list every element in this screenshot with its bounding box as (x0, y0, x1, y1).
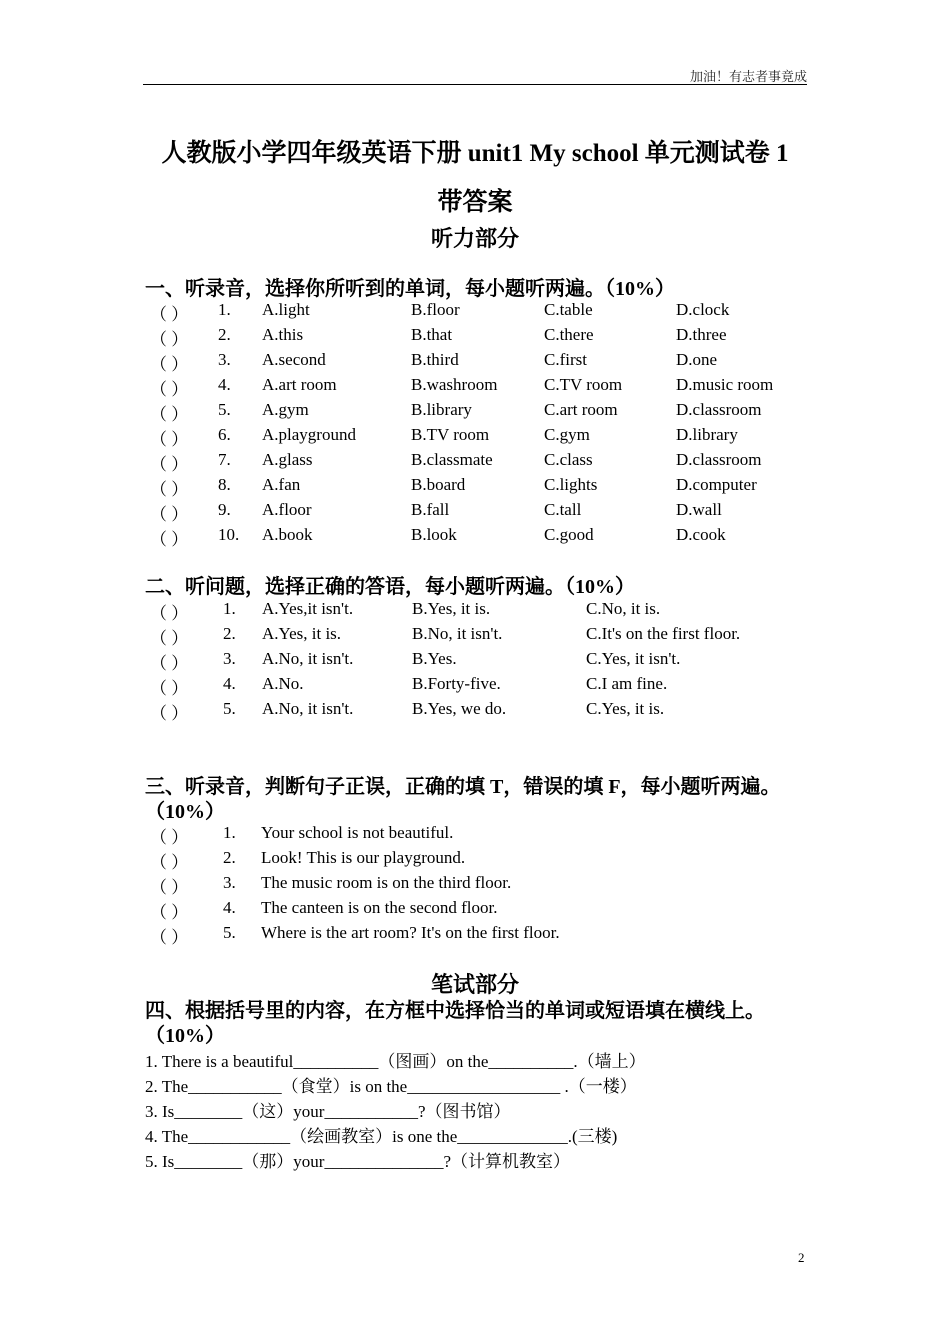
option-c: C.I am fine. (586, 674, 668, 693)
option-d: D.clock (676, 300, 730, 319)
section2-heading: 二、听问题，选择正确的答语，每小题听两遍。（10%） (145, 576, 635, 598)
option-b: B.TV room (411, 425, 490, 444)
option-d: D.classroom (676, 400, 762, 419)
section3-question-row (0, 848, 950, 873)
option-d: D.one (676, 350, 718, 369)
question-number: 1. (223, 599, 236, 618)
answer-bracket: （ ） (150, 355, 189, 374)
question-number: 7. (218, 450, 231, 469)
option-b: B.Yes, we do. (412, 699, 507, 718)
option-a: A.this (262, 325, 304, 344)
option-a: A.No. (262, 674, 304, 693)
option-b: B.board (411, 475, 466, 494)
answer-bracket: （ ） (150, 629, 189, 648)
section1-question-row (0, 525, 950, 550)
option-b: B.third (411, 350, 459, 369)
answer-bracket: （ ） (150, 679, 189, 698)
fill-in-sentence: 3. Is________（这）your___________?（图书馆） (145, 1102, 511, 1121)
writing-part-label: 笔试部分 (430, 972, 519, 997)
statement-text: Look! This is our playground. (261, 848, 466, 867)
answer-bracket: （ ） (150, 853, 189, 872)
fill-in-sentence: 5. Is________（那）your______________?（计算机教室） (145, 1152, 570, 1171)
statement-text: The music room is on the third floor. (261, 873, 512, 892)
answer-bracket: （ ） (150, 380, 189, 399)
question-number: 4. (223, 898, 236, 917)
option-c: C.table (544, 300, 593, 319)
section3-question-row (0, 823, 950, 848)
option-a: A.art room (262, 375, 337, 394)
option-c: C.there (544, 325, 594, 344)
answer-bracket: （ ） (150, 903, 189, 922)
option-b: B.No, it isn't. (412, 624, 503, 643)
section2-question-row (0, 649, 950, 674)
option-b: B.Yes. (412, 649, 457, 668)
option-d: D.computer (676, 475, 757, 494)
answer-bracket: （ ） (150, 455, 189, 474)
answer-bracket: （ ） (150, 828, 189, 847)
answer-bracket: （ ） (150, 405, 189, 424)
option-b: B.floor (411, 300, 460, 319)
question-number: 3. (223, 873, 236, 892)
question-number: 4. (223, 674, 236, 693)
option-d: D.wall (676, 500, 722, 519)
option-a: A.floor (262, 500, 312, 519)
section1-question-row (0, 350, 950, 375)
question-number: 3. (223, 649, 236, 668)
question-number: 9. (218, 500, 231, 519)
section3-heading: 三、听录音，判断句子正误，正确的填 T，错误的填 F，每小题听两遍。 (145, 776, 781, 798)
fill-in-sentence: 4. The____________（绘画教室）is one the_____________.(三楼) (145, 1127, 618, 1146)
option-d: D.classroom (676, 450, 762, 469)
option-c: C.art room (544, 400, 618, 419)
document-subtitle: 带答案 (437, 189, 513, 216)
page-number: 2 (798, 1250, 805, 1265)
answer-bracket: （ ） (150, 878, 189, 897)
section2-question-row (0, 599, 950, 624)
option-c: C.lights (544, 475, 598, 494)
option-c: C.It's on the first floor. (586, 624, 741, 643)
option-b: B.fall (411, 500, 450, 519)
option-b: B.Yes, it is. (412, 599, 491, 618)
option-b: B.washroom (411, 375, 498, 394)
question-number: 2. (223, 848, 236, 867)
section3-question-row (0, 873, 950, 898)
option-d: D.music room (676, 375, 774, 394)
statement-text: The canteen is on the second floor. (261, 898, 498, 917)
option-a: A.playground (262, 425, 356, 444)
fill-in-sentence: 1. There is a beautiful__________（图画）on the__________.（墙上） (145, 1052, 646, 1071)
option-b: B.look (411, 525, 457, 544)
option-a: A.light (262, 300, 310, 319)
question-number: 10. (218, 525, 240, 544)
answer-bracket: （ ） (150, 505, 189, 524)
option-c: C.first (544, 350, 587, 369)
question-number: 5. (218, 400, 231, 419)
option-b: B.that (411, 325, 453, 344)
question-number: 4. (218, 375, 231, 394)
section4-heading: 四、根据括号里的内容，在方框中选择恰当的单词或短语填在横线上。 (145, 1000, 765, 1022)
section4-heading-score: （10%） (145, 1025, 225, 1047)
question-number: 2. (223, 624, 236, 643)
section2-question-row (0, 674, 950, 699)
answer-bracket: （ ） (150, 480, 189, 499)
option-a: A.glass (262, 450, 313, 469)
section1-question-row (0, 475, 950, 500)
question-number: 5. (223, 923, 236, 942)
option-b: B.library (411, 400, 472, 419)
option-c: C.No, it is. (586, 599, 661, 618)
option-d: D.cook (676, 525, 726, 544)
question-number: 6. (218, 425, 231, 444)
option-d: D.three (676, 325, 727, 344)
statement-text: Your school is not beautiful. (261, 823, 454, 842)
section1-question-row (0, 400, 950, 425)
section1-question-row (0, 500, 950, 525)
question-number: 1. (218, 300, 231, 319)
option-c: C.Yes, it isn't. (586, 649, 681, 668)
answer-bracket: （ ） (150, 430, 189, 449)
question-number: 8. (218, 475, 231, 494)
question-number: 1. (223, 823, 236, 842)
option-c: C.tall (544, 500, 582, 519)
option-a: A.Yes, it is. (262, 624, 342, 643)
option-a: A.gym (262, 400, 309, 419)
section3-question-row (0, 923, 950, 948)
fill-in-sentence: 2. The___________（食堂）is on the__________________ .（一楼） (145, 1077, 637, 1096)
option-a: A.No, it isn't. (262, 649, 354, 668)
option-a: A.No, it isn't. (262, 699, 354, 718)
header-motto: 加油！有志者事竟成 (689, 69, 807, 84)
question-number: 3. (218, 350, 231, 369)
section2-question-row (0, 699, 950, 724)
question-number: 5. (223, 699, 236, 718)
section3-question-row (0, 898, 950, 923)
option-a: A.Yes,it isn't. (262, 599, 354, 618)
option-a: A.second (262, 350, 326, 369)
section1-heading: 一、听录音，选择你所听到的单词，每小题听两遍。（10%） (145, 278, 675, 300)
statement-text: Where is the art room? It's on the first floor. (261, 923, 560, 942)
answer-bracket: （ ） (150, 928, 189, 947)
answer-bracket: （ ） (150, 330, 189, 349)
option-a: A.book (262, 525, 313, 544)
option-d: D.library (676, 425, 738, 444)
header-rule (143, 84, 807, 85)
section1-question-row (0, 325, 950, 350)
option-a: A.fan (262, 475, 301, 494)
section2-question-row (0, 624, 950, 649)
answer-bracket: （ ） (150, 604, 189, 623)
option-c: C.gym (544, 425, 590, 444)
section1-question-row (0, 300, 950, 325)
option-b: B.Forty-five. (412, 674, 501, 693)
listening-part-label: 听力部分 (430, 226, 519, 251)
option-c: C.Yes, it is. (586, 699, 665, 718)
answer-bracket: （ ） (150, 305, 189, 324)
option-b: B.classmate (411, 450, 493, 469)
answer-bracket: （ ） (150, 530, 189, 549)
section1-question-row (0, 375, 950, 400)
answer-bracket: （ ） (150, 704, 189, 723)
option-c: C.class (544, 450, 593, 469)
question-number: 2. (218, 325, 231, 344)
answer-bracket: （ ） (150, 654, 189, 673)
section1-question-row (0, 450, 950, 475)
section3-heading-score: （10%） (145, 801, 225, 823)
option-c: C.TV room (544, 375, 623, 394)
option-c: C.good (544, 525, 594, 544)
document-title: 人教版小学四年级英语下册 unit1 My school 单元测试卷 1 (161, 140, 789, 167)
section1-question-row (0, 425, 950, 450)
